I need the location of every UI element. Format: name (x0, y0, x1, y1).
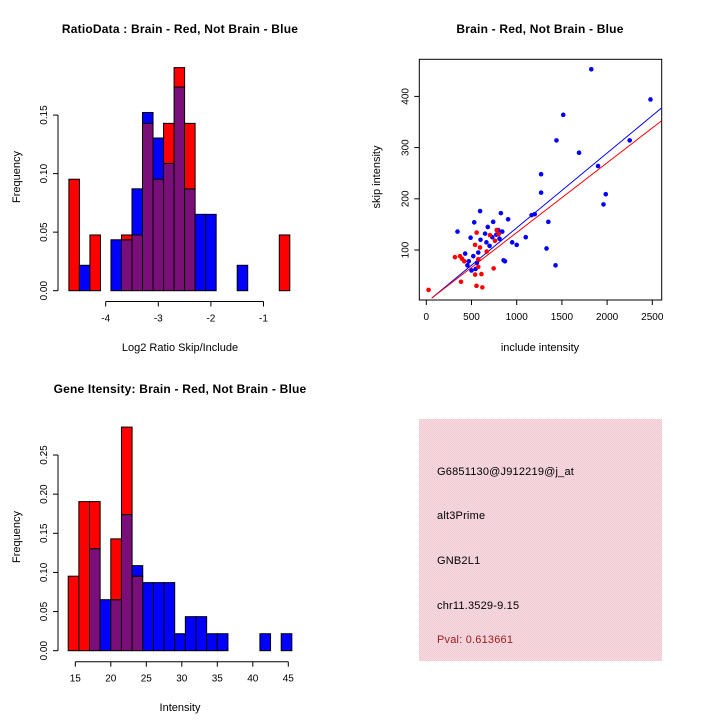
data-point (523, 235, 528, 240)
data-point (462, 259, 467, 264)
histogram-bars (68, 427, 292, 651)
histogram-bars (69, 68, 290, 291)
x-tick-label: 1000 (505, 312, 528, 323)
ratio-hist-ylabel: Frequency (11, 151, 23, 203)
data-point (546, 220, 551, 225)
data-point (532, 212, 537, 217)
brain-bar (111, 539, 122, 600)
brain-bar (68, 576, 79, 651)
x-tick-label: -3 (153, 313, 163, 325)
overlap-bar (164, 163, 175, 290)
data-point (496, 232, 501, 237)
pval-text: Pval: 0.613661 (437, 634, 514, 646)
y-tick-label: 0.20 (39, 484, 50, 504)
not-brain-bar (132, 566, 143, 577)
data-point (596, 164, 601, 169)
not-brain-bar (281, 634, 292, 651)
data-point (474, 284, 479, 289)
data-point (476, 265, 481, 270)
scatter-title: Brain - Red, Not Brain - Blue (456, 22, 624, 36)
data-point (499, 211, 504, 216)
brain-bar (121, 427, 132, 515)
ratio-histogram-canvas (0, 0, 360, 360)
scatter-canvas (360, 0, 720, 360)
not-brain-fit-line (432, 108, 662, 298)
data-point (506, 217, 511, 222)
plot-box (419, 59, 661, 300)
data-point (491, 220, 496, 225)
data-point (478, 245, 483, 250)
data-point (503, 259, 508, 264)
data-point (514, 243, 519, 248)
brain-bar (164, 123, 175, 163)
not-brain-points (455, 67, 653, 273)
data-point (478, 237, 483, 242)
overlap-bar (185, 189, 196, 291)
data-point (577, 150, 582, 155)
data-point (476, 250, 481, 255)
data-point (483, 231, 488, 236)
x-tick-label: 40 (247, 673, 259, 685)
panel-ratio-histogram (0, 0, 360, 360)
y-tick-label: 0.15 (39, 105, 50, 125)
brain-bar (185, 123, 196, 188)
locus: chr11.3529-9.15 (437, 600, 520, 612)
data-point (478, 209, 483, 214)
x-tick-label: -4 (101, 313, 111, 325)
not-brain-bar (207, 634, 218, 651)
y-axis (400, 88, 419, 259)
y-tick-label: 200 (400, 190, 412, 208)
overlap-bar (90, 549, 101, 651)
data-point (471, 254, 476, 259)
x-tick-label: 35 (211, 673, 223, 685)
scatter-xlabel: include intensity (500, 342, 580, 354)
y-tick-label: 400 (400, 88, 412, 105)
brain-fit-line (432, 121, 662, 298)
data-point (553, 263, 558, 268)
overlap-bar (132, 576, 143, 651)
y-tick-label: 0.05 (39, 601, 50, 622)
x-axis (70, 662, 295, 685)
y-axis (39, 445, 58, 661)
overlap-bar (143, 123, 154, 290)
brain-bar (279, 235, 290, 291)
panel-info (360, 360, 720, 720)
data-point (469, 268, 474, 273)
data-point (561, 113, 566, 118)
brain-bar (174, 68, 185, 87)
y-tick-label: 0.05 (39, 222, 50, 242)
x-axis (101, 302, 268, 325)
gene-hist-ylabel: Frequency (11, 511, 23, 563)
not-brain-bar (143, 583, 154, 651)
data-point (539, 172, 544, 177)
data-point (426, 288, 431, 293)
overlap-bar (174, 87, 185, 291)
overlap-bar (121, 240, 132, 291)
data-point (472, 220, 477, 225)
x-tick-label: 15 (69, 673, 81, 685)
not-brain-bar (132, 189, 143, 235)
data-point (648, 97, 653, 102)
x-tick-label: 2000 (595, 312, 619, 323)
data-point (601, 202, 606, 207)
data-point (465, 263, 470, 268)
info-box (419, 419, 662, 661)
data-point (473, 243, 478, 248)
y-tick-label: 300 (400, 139, 412, 156)
data-point (497, 236, 502, 241)
x-tick-label: 20 (105, 673, 117, 685)
data-point (479, 272, 484, 277)
y-tick-label: 100 (400, 241, 412, 259)
regression-lines (432, 108, 662, 298)
not-brain-bar (164, 583, 175, 651)
data-point (455, 229, 460, 234)
data-point (491, 266, 496, 271)
data-point (484, 249, 489, 254)
data-point (474, 230, 479, 235)
gene-hist-title: Gene Itensity: Brain - Red, Not Brain - Blue (53, 382, 307, 396)
data-point (603, 192, 608, 197)
x-tick-label: 0 (423, 312, 430, 323)
y-tick-label: 0.15 (39, 523, 50, 544)
x-tick-label: 2500 (641, 312, 664, 323)
gene-symbol: GNB2L1 (437, 555, 481, 567)
data-point (468, 235, 473, 240)
ratio-hist-title: RatioData : Brain - Red, Not Brain - Blue (61, 22, 299, 36)
data-point (510, 240, 515, 245)
data-point (484, 240, 489, 245)
data-point (589, 67, 594, 72)
brain-bar (90, 235, 101, 291)
not-brain-bar (100, 600, 111, 651)
y-axis (39, 105, 58, 301)
panel-gene-intensity-histogram (0, 360, 360, 720)
not-brain-bar (196, 617, 207, 651)
brain-bar (69, 179, 80, 290)
data-point (485, 225, 490, 230)
not-brain-bar (175, 634, 186, 651)
overlap-bar (153, 179, 164, 290)
splice-type: alt3Prime (437, 510, 486, 522)
panel-intensity-scatter (360, 0, 720, 360)
data-point (494, 228, 499, 233)
data-point (488, 233, 493, 238)
data-point (487, 244, 492, 249)
not-brain-bar (206, 214, 217, 290)
not-brain-bar (185, 617, 196, 651)
x-tick-label: 25 (140, 673, 152, 685)
not-brain-bar (79, 265, 90, 290)
x-tick-label: 30 (176, 673, 188, 685)
gene-hist-xlabel: Intensity (159, 702, 201, 714)
not-brain-bar (260, 634, 271, 651)
gene-histogram-canvas (0, 360, 360, 720)
data-point (473, 272, 478, 277)
brain-bar (121, 235, 132, 240)
x-tick-label: 500 (463, 312, 480, 323)
brain-points (426, 228, 501, 293)
data-point (480, 285, 485, 290)
not-brain-bar (153, 583, 164, 651)
data-point (493, 238, 498, 243)
brain-bar (79, 502, 90, 651)
data-point (463, 251, 468, 256)
data-point (453, 255, 458, 260)
y-tick-label: 0.00 (39, 640, 50, 661)
data-point (554, 138, 559, 143)
x-tick-label: -1 (259, 313, 268, 325)
ratio-hist-xlabel: Log2 Ratio Skip/Include (121, 342, 239, 354)
overlap-bar (121, 515, 132, 651)
y-tick-label: 0.10 (39, 163, 50, 184)
y-tick-label: 0.00 (39, 280, 50, 301)
not-brain-bar (237, 265, 248, 290)
not-brain-bar (111, 240, 122, 291)
data-point (544, 246, 549, 251)
scatter-ylabel: skip intensity (371, 145, 383, 209)
x-tick-label: 1500 (550, 312, 574, 323)
not-brain-bar (143, 112, 154, 123)
data-point (466, 259, 471, 264)
y-tick-label: 0.25 (39, 445, 50, 465)
y-tick-label: 0.10 (39, 562, 50, 583)
x-axis (424, 300, 664, 323)
not-brain-bar (153, 138, 164, 179)
brain-bar (90, 502, 101, 549)
data-point (627, 138, 632, 143)
data-point (476, 257, 481, 262)
x-tick-label: -2 (206, 313, 216, 325)
overlap-bar (111, 600, 122, 651)
not-brain-bar (217, 634, 228, 651)
data-point (459, 279, 464, 284)
overlap-bar (132, 235, 143, 291)
x-tick-label: 45 (282, 673, 294, 685)
probe-id: G6851130@J912219@j_at (437, 466, 575, 478)
data-point (539, 190, 544, 195)
not-brain-bar (195, 214, 206, 290)
